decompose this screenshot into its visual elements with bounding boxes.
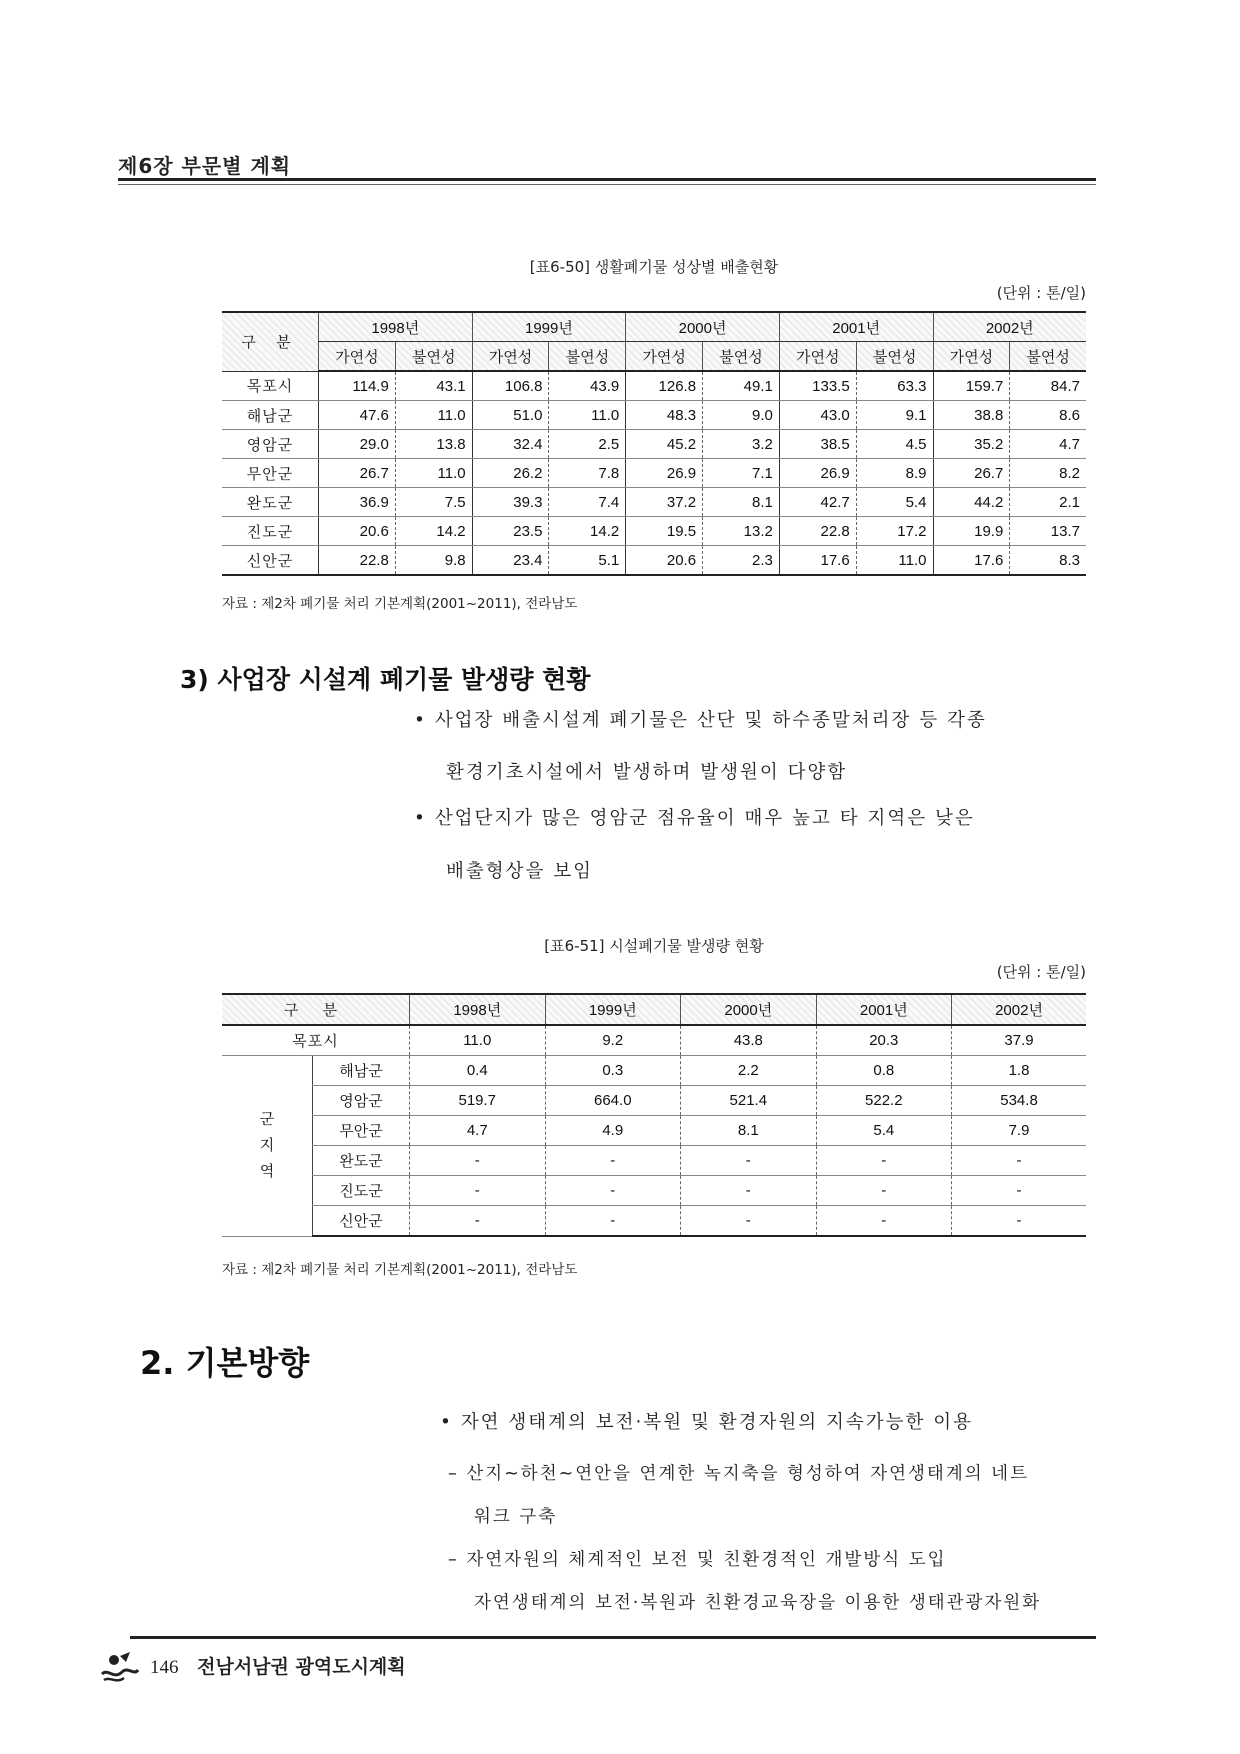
table1-sub-header: 가연성 <box>779 342 856 372</box>
table-cell: - <box>681 1206 817 1237</box>
table-cell: 7.5 <box>395 488 472 517</box>
table-cell: 4.7 <box>1010 430 1086 459</box>
table-cell: - <box>410 1206 546 1237</box>
table1-sub-header: 불연성 <box>703 342 780 372</box>
table-cell: 8.1 <box>681 1116 817 1146</box>
table2-year-header: 1998년 <box>410 994 546 1025</box>
table-cell: 159.7 <box>933 371 1010 401</box>
bullet-continuation: 배출형상을 보임 <box>446 861 593 882</box>
table-cell: 48.3 <box>626 401 703 430</box>
logo-icon <box>100 1650 140 1688</box>
table2-year-header: 2001년 <box>816 994 952 1025</box>
table-cell: 114.9 <box>319 371 396 401</box>
footer <box>150 1652 406 1679</box>
table-cell: 22.8 <box>779 517 856 546</box>
table1-sub-header: 가연성 <box>626 342 703 372</box>
table-cell: 32.4 <box>472 430 549 459</box>
table2-year-header: 2002년 <box>952 994 1086 1025</box>
table-cell: 26.9 <box>626 459 703 488</box>
table-cell: 133.5 <box>779 371 856 401</box>
table-cell: 38.8 <box>933 401 1010 430</box>
table-cell: 4.7 <box>410 1116 546 1146</box>
row-label: 무안군 <box>222 459 319 488</box>
table-row <box>222 546 1086 576</box>
bullet-dot-icon: • <box>414 710 427 731</box>
table-cell: 13.2 <box>703 517 780 546</box>
table-cell: 17.6 <box>779 546 856 576</box>
table-cell: 3.2 <box>703 430 780 459</box>
table-cell: 19.5 <box>626 517 703 546</box>
table1 <box>222 311 1086 576</box>
table-cell: - <box>816 1176 952 1206</box>
group-label-char: 지 <box>259 1136 275 1154</box>
table-cell: - <box>952 1206 1086 1237</box>
table2 <box>222 993 1086 1237</box>
table-cell: - <box>545 1206 681 1237</box>
table-cell: 14.2 <box>549 517 626 546</box>
page-number: 146 <box>150 1657 179 1678</box>
table-row <box>222 459 1086 488</box>
table-cell: 38.5 <box>779 430 856 459</box>
table-cell: 7.9 <box>952 1116 1086 1146</box>
row-label: 목포시 <box>222 1025 410 1056</box>
table-cell: 521.4 <box>681 1086 817 1116</box>
section3-title: 3) 사업장 시설계 폐기물 발생량 현황 <box>180 665 591 694</box>
table-cell: 23.4 <box>472 546 549 576</box>
table-cell: - <box>952 1176 1086 1206</box>
bullet-item <box>414 810 975 829</box>
table2-gubun-header: 구 분 <box>222 994 410 1025</box>
table-cell: 20.6 <box>626 546 703 576</box>
dash-marker-icon: – <box>448 1550 459 1570</box>
table-cell: 8.6 <box>1010 401 1086 430</box>
dash-text: 산지~하천~연안을 연계한 녹지축을 형성하여 자연생태계의 네트 <box>466 1464 1029 1484</box>
dash-continuation: 워크 구축 <box>474 1507 558 1527</box>
table1-source: 자료 : 제2차 폐기물 처리 기본계획(2001~2011), 전라남도 <box>222 596 578 612</box>
table-cell: 8.3 <box>1010 546 1086 576</box>
bullet-continuation: 환경기초시설에서 발생하며 발생원이 다양함 <box>446 762 848 783</box>
table-cell: 7.1 <box>703 459 780 488</box>
bullet-text: 자연 생태계의 보전·복원 및 환경자원의 지속가능한 이용 <box>460 1412 974 1433</box>
table-cell: 37.2 <box>626 488 703 517</box>
table-cell: 13.7 <box>1010 517 1086 546</box>
table-cell: 23.5 <box>472 517 549 546</box>
table-row <box>222 430 1086 459</box>
table-cell: - <box>545 1146 681 1176</box>
table-cell: 26.7 <box>319 459 396 488</box>
table-cell: 9.0 <box>703 401 780 430</box>
table-cell: 4.9 <box>545 1116 681 1146</box>
table-cell: 4.5 <box>856 430 933 459</box>
row-label: 완도군 <box>222 488 319 517</box>
table-cell: 84.7 <box>1010 371 1086 401</box>
table-row <box>222 488 1086 517</box>
table-cell: 11.0 <box>856 546 933 576</box>
table-cell: 51.0 <box>472 401 549 430</box>
table-row <box>222 1086 1086 1116</box>
row-label: 해남군 <box>222 401 319 430</box>
table-cell: 5.4 <box>856 488 933 517</box>
table-row <box>222 1025 1086 1056</box>
table-cell: 20.3 <box>816 1025 952 1056</box>
dash-text: 자연자원의 체계적인 보전 및 친환경적인 개발방식 도입 <box>466 1550 947 1570</box>
row-label: 신안군 <box>222 546 319 576</box>
table-cell: 17.2 <box>856 517 933 546</box>
table1-caption: [표6-50] 생활폐기물 성상별 배출현황 <box>529 258 779 276</box>
table-cell: 2.2 <box>681 1056 817 1086</box>
dash-item <box>448 1460 1029 1485</box>
bullet-text: 산업단지가 많은 영암군 점유율이 매우 높고 타 지역은 낮은 <box>434 808 975 829</box>
bullet-item <box>440 1414 973 1433</box>
table-cell: 2.3 <box>703 546 780 576</box>
table-cell: 35.2 <box>933 430 1010 459</box>
row-label: 신안군 <box>313 1206 410 1237</box>
table-cell: 1.8 <box>952 1056 1086 1086</box>
table-cell: 36.9 <box>319 488 396 517</box>
table-cell: 26.7 <box>933 459 1010 488</box>
table2-year-header: 1999년 <box>545 994 681 1025</box>
row-label: 영암군 <box>313 1086 410 1116</box>
table-cell: 19.9 <box>933 517 1010 546</box>
table1-sub-header: 불연성 <box>395 342 472 372</box>
table-cell: 13.8 <box>395 430 472 459</box>
table2-source: 자료 : 제2차 폐기물 처리 기본계획(2001~2011), 전라남도 <box>222 1262 578 1278</box>
table-cell: 126.8 <box>626 371 703 401</box>
row-label: 무안군 <box>313 1116 410 1146</box>
table-cell: - <box>681 1176 817 1206</box>
table-cell: 26.2 <box>472 459 549 488</box>
table-cell: 14.2 <box>395 517 472 546</box>
table-cell: - <box>952 1146 1086 1176</box>
table-row <box>222 1206 1086 1237</box>
table-cell: - <box>681 1146 817 1176</box>
table-cell: - <box>410 1176 546 1206</box>
table-cell: 11.0 <box>395 459 472 488</box>
table-cell: 11.0 <box>410 1025 546 1056</box>
table2-year-header: 2000년 <box>681 994 817 1025</box>
table-row <box>222 1146 1086 1176</box>
table1-year-header: 2001년 <box>779 312 933 342</box>
table-cell: 106.8 <box>472 371 549 401</box>
table-cell: 43.8 <box>681 1025 817 1056</box>
table-cell: 11.0 <box>395 401 472 430</box>
table-cell: 11.0 <box>549 401 626 430</box>
table-row <box>222 517 1086 546</box>
table1-sub-header: 가연성 <box>319 342 396 372</box>
table-cell: 2.1 <box>1010 488 1086 517</box>
table-cell: 42.7 <box>779 488 856 517</box>
table-cell: 2.5 <box>549 430 626 459</box>
table-cell: 26.9 <box>779 459 856 488</box>
table-cell: 9.2 <box>545 1025 681 1056</box>
row-label: 해남군 <box>313 1056 410 1086</box>
table-row <box>222 1116 1086 1146</box>
table-cell: 0.8 <box>816 1056 952 1086</box>
table1-sub-header: 가연성 <box>472 342 549 372</box>
table-cell: 63.3 <box>856 371 933 401</box>
dash-continuation: 자연생태계의 보전·복원과 친환경교육장을 이용한 생태관광자원화 <box>474 1593 1042 1613</box>
table1-sub-header: 불연성 <box>549 342 626 372</box>
table1-year-header: 2002년 <box>933 312 1086 342</box>
footer-rule <box>130 1636 1096 1639</box>
row-label: 영암군 <box>222 430 319 459</box>
table1-sub-header: 불연성 <box>1010 342 1086 372</box>
row-label: 목포시 <box>222 371 319 401</box>
table-cell: 9.1 <box>856 401 933 430</box>
bullet-item <box>414 712 987 731</box>
section2-title: 2. 기본방향 <box>140 1344 310 1382</box>
bullet-dot-icon: • <box>440 1412 453 1433</box>
table-cell: 0.3 <box>545 1056 681 1086</box>
table-cell: 0.4 <box>410 1056 546 1086</box>
table-cell: 522.2 <box>816 1086 952 1116</box>
table-cell: - <box>816 1206 952 1237</box>
bullet-text: 사업장 배출시설계 폐기물은 산단 및 하수종말처리장 등 각종 <box>434 710 987 731</box>
table-cell: 22.8 <box>319 546 396 576</box>
row-label: 완도군 <box>313 1146 410 1176</box>
table-cell: 43.1 <box>395 371 472 401</box>
book-title: 전남서남권 광역도시계획 <box>197 1656 406 1678</box>
group-label <box>222 1056 313 1237</box>
table-cell: 39.3 <box>472 488 549 517</box>
row-label: 진도군 <box>313 1176 410 1206</box>
table-cell: - <box>410 1146 546 1176</box>
table1-year-header: 1998년 <box>319 312 473 342</box>
dash-item <box>448 1546 947 1571</box>
table-cell: 534.8 <box>952 1086 1086 1116</box>
dash-marker-icon: – <box>448 1464 459 1484</box>
table-cell: 8.1 <box>703 488 780 517</box>
bullet-dot-icon: • <box>414 808 427 829</box>
table-cell: 29.0 <box>319 430 396 459</box>
table-cell: 664.0 <box>545 1086 681 1116</box>
table-row <box>222 371 1086 401</box>
table-cell: 47.6 <box>319 401 396 430</box>
table-cell: 7.4 <box>549 488 626 517</box>
table-cell: 8.2 <box>1010 459 1086 488</box>
table2-unit: (단위 : 톤/일) <box>996 963 1086 981</box>
table-cell: 49.1 <box>703 371 780 401</box>
group-label-char: 군 <box>259 1110 275 1128</box>
table-cell: 37.9 <box>952 1025 1086 1056</box>
table-cell: 44.2 <box>933 488 1010 517</box>
table-cell: 20.6 <box>319 517 396 546</box>
table-cell: 45.2 <box>626 430 703 459</box>
table-cell: 5.1 <box>549 546 626 576</box>
table1-year-header: 1999년 <box>472 312 626 342</box>
table-cell: 43.9 <box>549 371 626 401</box>
table-cell: 7.8 <box>549 459 626 488</box>
chapter-title: 제6장 부문별 계획 <box>118 154 292 178</box>
row-label: 진도군 <box>222 517 319 546</box>
table1-gubun-header: 구 분 <box>222 312 319 371</box>
table-cell: 9.8 <box>395 546 472 576</box>
group-label-char: 역 <box>259 1162 275 1180</box>
table-cell: 17.6 <box>933 546 1010 576</box>
table2-caption: [표6-51] 시설폐기물 발생량 현황 <box>544 937 764 955</box>
header-rule <box>118 178 1096 181</box>
table-cell: - <box>816 1146 952 1176</box>
table-cell: 43.0 <box>779 401 856 430</box>
table1-sub-header: 가연성 <box>933 342 1010 372</box>
table1-year-header: 2000년 <box>626 312 780 342</box>
table1-unit: (단위 : 톤/일) <box>996 284 1086 302</box>
table-cell: - <box>545 1176 681 1206</box>
table-cell: 8.9 <box>856 459 933 488</box>
header-rule-thin <box>118 184 1096 185</box>
table-cell: 5.4 <box>816 1116 952 1146</box>
table-row <box>222 401 1086 430</box>
table-row <box>222 1176 1086 1206</box>
table1-sub-header: 불연성 <box>856 342 933 372</box>
table-cell: 519.7 <box>410 1086 546 1116</box>
table-row <box>222 1056 1086 1086</box>
